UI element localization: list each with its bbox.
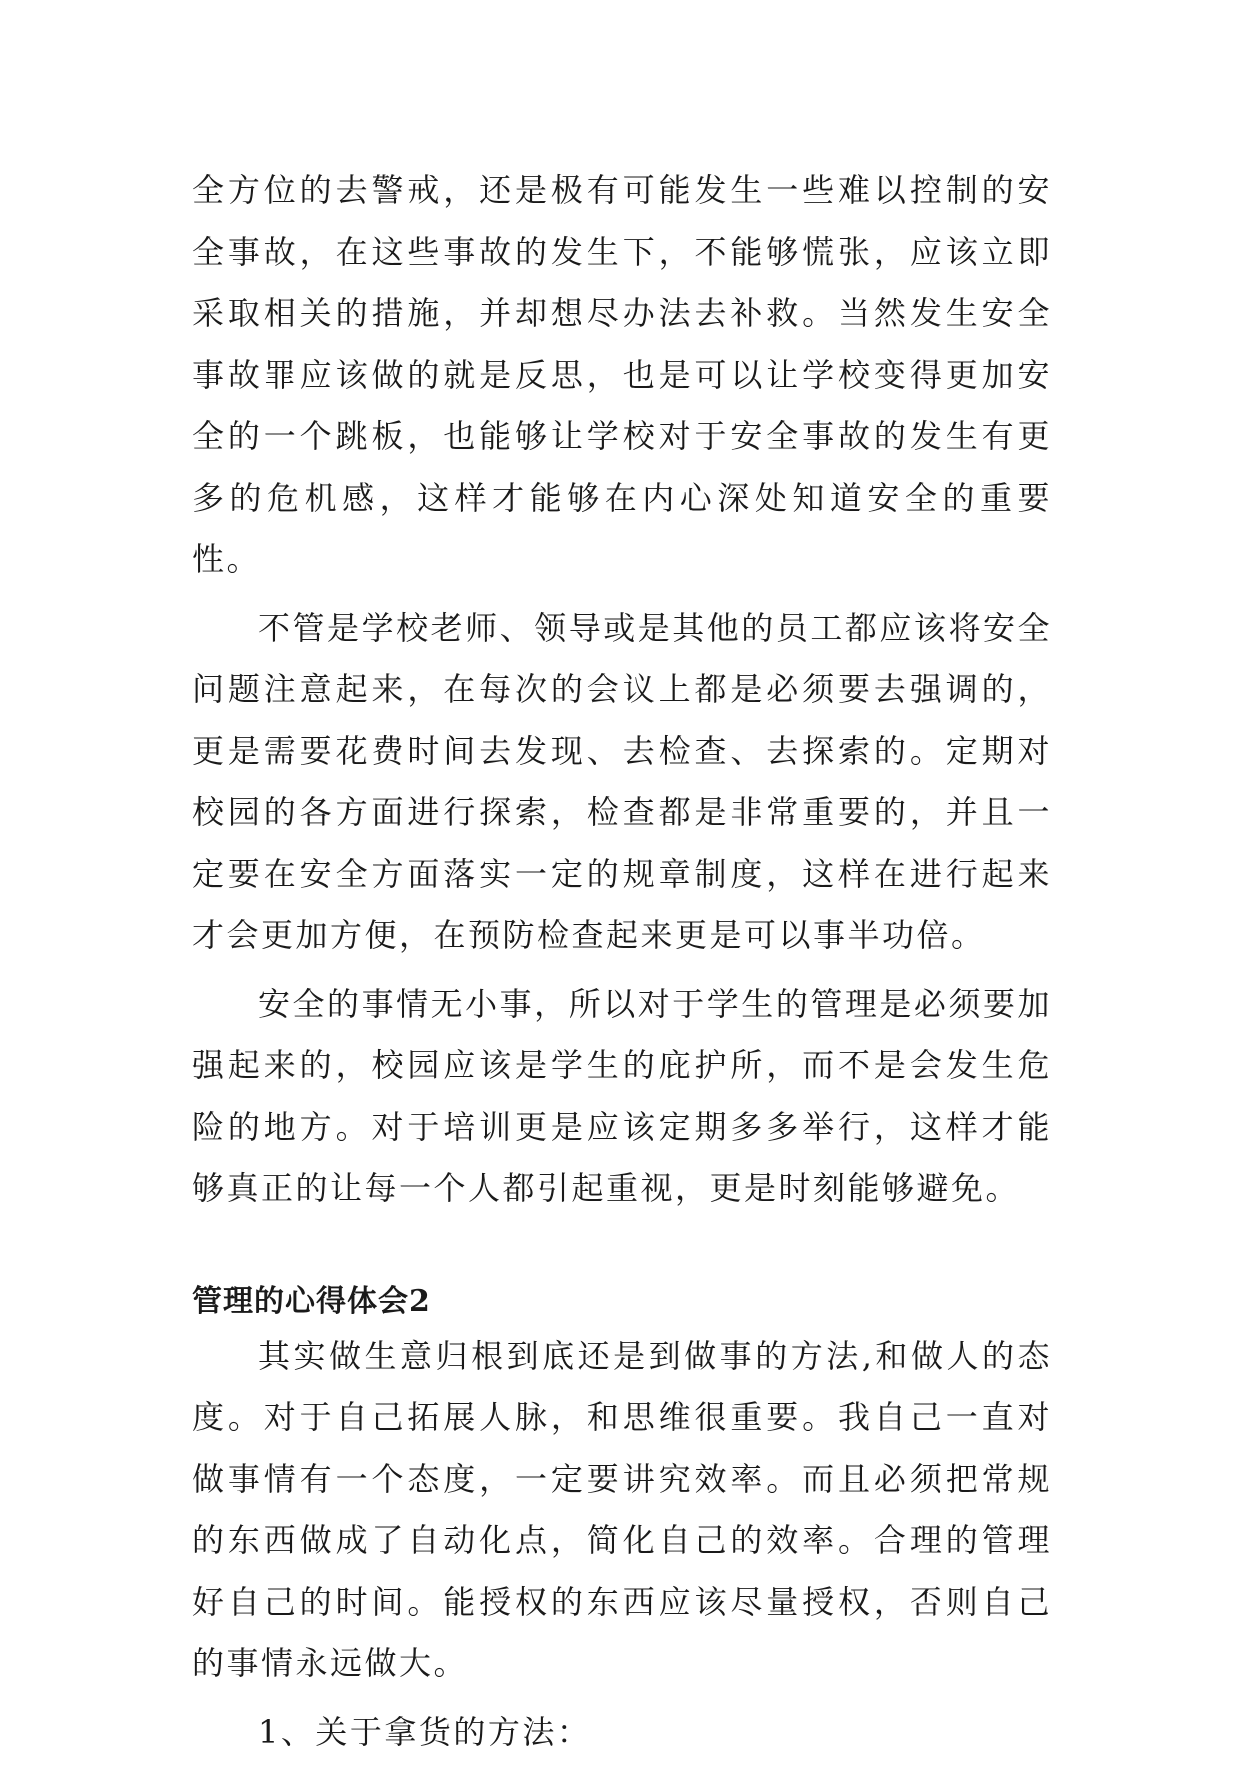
paragraph-business-attitude: 其实做生意归根到底还是到做事的方法,和做人的态度。对于自己拓展人脉，和思维很重要。我自己一直对做事情有一个态度，一定要讲究效率。而且必须把常规的东西做成了自动化点，简化自己的效率。合理的管理好自己的时间。能授权的东西应该尽量授权，否则自己的事情永远做大。	[192, 1336, 1052, 1682]
paragraph-continued: 全方位的去警戒，还是极有可能发生一些难以控制的安全事故，在这些事故的发生下，不能够慌张，应该立即采取相关的措施，并却想尽办法去补救。当然发生安全事故罪应该做的就是反思，也是可以让学校变得更加安全的一个跳板，也能够让学校对于安全事故的发生有更多的危机感，这样才能够在内心深处知道安全的重要性。	[192, 171, 1052, 578]
paragraph-safety-staff: 不管是学校老师、领导或是其他的员工都应该将安全问题注意起来，在每次的会议上都是必须要去强调的，更是需要花费时间去发现、去检查、去探索的。定期对校园的各方面进行探索，检查都是非常重要的，并且一定要在安全方面落实一定的规章制度，这样在进行起来才会更加方便，在预防检查起来更是可以事半功倍。	[192, 608, 1052, 954]
list-item-heading: 1、关于拿货的方法：	[258, 1712, 592, 1751]
document-body	[192, 160, 1052, 1770]
paragraph-safety-students: 安全的事情无小事，所以对于学生的管理是必须要加强起来的，校园应该是学生的庇护所，而不是会发生危险的地方。对于培训更是应该定期多多举行，这样才能够真正的让每一个人都引起重视，更是时刻能够避免。	[192, 984, 1052, 1207]
section-heading: 管理的心得体会2	[192, 1283, 431, 1319]
